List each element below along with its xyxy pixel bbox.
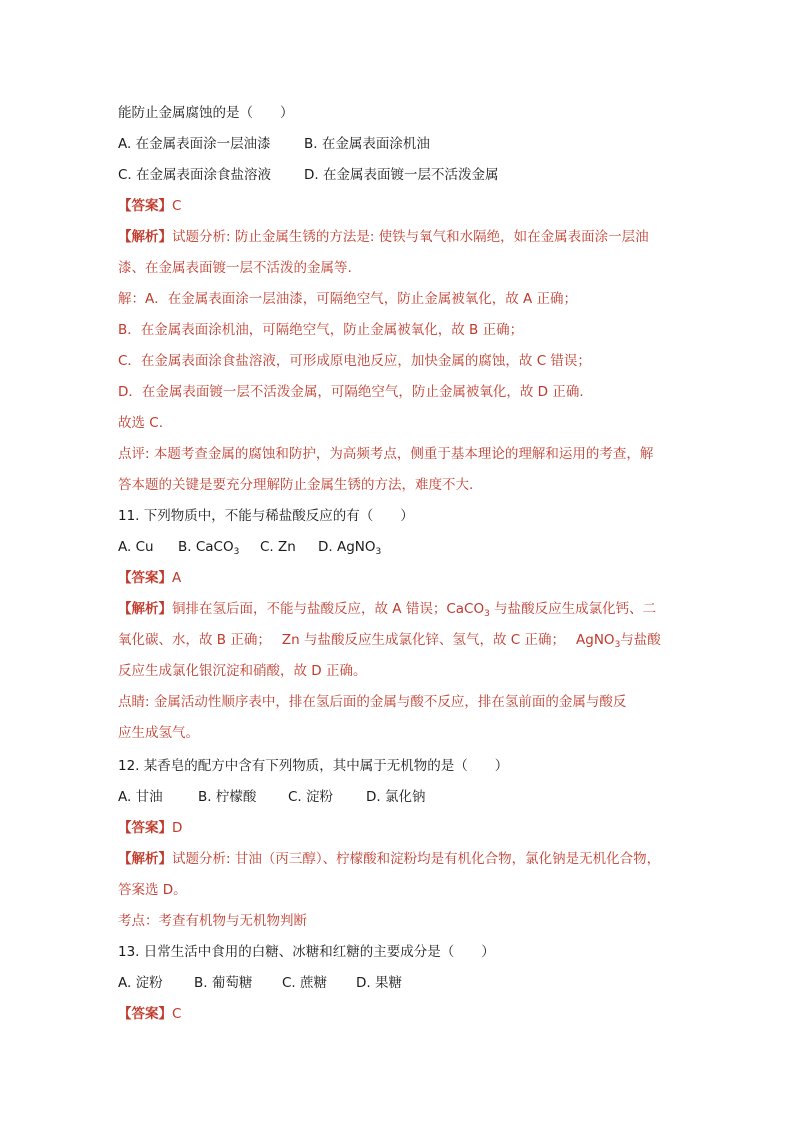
q13-stem: 13. 日常生活中食用的白糖、冰糖和红糖的主要成分是（ ） <box>118 944 495 960</box>
q13-option-c: C. 蔗糖 <box>282 975 328 991</box>
q11-option-d-subscript: 3 <box>375 547 382 557</box>
q12-option-b: B. 柠檬酸 <box>198 789 257 805</box>
q12-option-a: A. 甘油 <box>118 789 163 805</box>
q11-options <box>118 537 381 557</box>
q11-analysis-line1 <box>118 599 656 619</box>
q11-option-d-text: D. AgNO <box>318 539 376 555</box>
q13-option-d: D. 果糖 <box>356 975 402 991</box>
q11-answer <box>118 568 181 588</box>
analysis-text-cont: 与盐酸反应生成氯化钙、二 <box>489 601 657 617</box>
q10-option-a: A. 在金属表面涂一层油漆 <box>118 136 271 152</box>
q12-answer <box>118 818 182 838</box>
analysis-text-cont: 与盐酸 <box>620 632 661 648</box>
analysis-text: 氧化碳、水，故 B 正确； Zn 与盐酸反应生成氯化锌、氢气，故 C 正确； AgNO <box>118 632 615 648</box>
q10-solution-b: B．在金属表面涂机油，可隔绝空气，防止金属被氧化，故 B 正确； <box>118 322 524 338</box>
q10-analysis-line2: 漆、在金属表面镀一层不活泼的金属等. <box>118 260 352 276</box>
q11-option-d <box>318 537 381 557</box>
answer-label: 【答案】 <box>118 198 172 214</box>
answer-value: A <box>172 570 182 586</box>
analysis-subscript: 3 <box>614 640 621 650</box>
q10-options-row1 <box>118 134 430 154</box>
analysis-subscript: 3 <box>484 609 490 619</box>
q12-analysis-line2: 答案选 D。 <box>118 882 187 898</box>
analysis-label: 【解析】 <box>118 851 172 867</box>
q11-note-line1: 点睛: 金属活动性顺序表中，排在氢后面的金属与酸不反应，排在氢前面的金属与酸反 <box>118 694 627 710</box>
q11-stem: 11. 下列物质中，不能与稀盐酸反应的有（ ） <box>118 508 414 524</box>
q10-answer <box>118 196 181 216</box>
q10-solution-c: C．在金属表面涂食盐溶液，可形成原电池反应，加快金属的腐蚀，故 C 错误； <box>118 353 591 369</box>
q11-analysis-line2 <box>118 630 661 650</box>
q13-option-a: A. 淀粉 <box>118 975 163 991</box>
q12-analysis-line1 <box>118 849 660 869</box>
q10-solution-d: D．在金属表面镀一层不活泼金属，可隔绝空气，防止金属被氧化，故 D 正确. <box>118 384 584 400</box>
q12-stem: 12. 某香皂的配方中含有下列物质，其中属于无机物的是（ ） <box>118 758 509 774</box>
q11-analysis-line3: 反应生成氯化银沉淀和硝酸，故 D 正确。 <box>118 663 367 679</box>
q12-point: 考点：考查有机物与无机物判断 <box>118 913 307 929</box>
q10-analysis-line1 <box>118 227 649 247</box>
analysis-text: 试题分析: 甘油（丙三醇）、柠檬酸和淀粉均是有机化合物，氯化钠是无机化合物， <box>172 851 661 867</box>
analysis-text: 试题分析: 防止金属生锈的方法是: 使铁与氧气和水隔绝，如在金属表面涂一层油 <box>172 229 649 245</box>
q11-option-b-subscript: 3 <box>233 547 240 557</box>
q10-comment-line2: 答本题的关键是要充分理解防止金属生锈的方法，难度不大. <box>118 477 474 493</box>
q11-option-a: A. Cu <box>118 539 154 555</box>
q12-option-d: D. 氯化钠 <box>366 789 426 805</box>
q11-note-line2: 应生成氢气。 <box>118 725 199 741</box>
q13-options <box>118 973 402 993</box>
answer-value: C <box>172 198 182 214</box>
q10-option-d: D. 在金属表面镀一层不活泼金属 <box>304 167 499 183</box>
answer-label: 【答案】 <box>118 570 172 586</box>
q12-options <box>118 787 425 807</box>
answer-value: D <box>172 820 183 836</box>
q11-option-c: C. Zn <box>260 539 296 555</box>
q10-option-b: B. 在金属表面涂机油 <box>304 136 430 152</box>
analysis-text: 铜排在氢后面，不能与盐酸反应，故 A 错误；CaCO <box>172 601 485 617</box>
analysis-label: 【解析】 <box>118 229 172 245</box>
q10-choose: 故选 C. <box>118 415 164 431</box>
q10-stem: 能防止金属腐蚀的是（ ） <box>118 105 294 121</box>
q12-option-c: C. 淀粉 <box>288 789 334 805</box>
q11-option-b <box>178 537 260 557</box>
analysis-label: 【解析】 <box>118 601 172 617</box>
q10-solution-a: 解：A．在金属表面涂一层油漆，可隔绝空气，防止金属被氧化，故 A 正确； <box>118 291 578 307</box>
q13-answer <box>118 1004 181 1024</box>
q10-option-c: C. 在金属表面涂食盐溶液 <box>118 167 272 183</box>
answer-value: C <box>172 1006 182 1022</box>
q13-option-b: B. 葡萄糖 <box>194 975 253 991</box>
q10-comment-line1: 点评: 本题考查金属的腐蚀和防护，为高频考点，侧重于基本理论的理解和运用的考查，解 <box>118 446 654 462</box>
q11-option-b-text: B. CaCO <box>178 539 234 555</box>
q10-options-row2 <box>118 165 498 185</box>
answer-label: 【答案】 <box>118 1006 172 1022</box>
answer-label: 【答案】 <box>118 820 172 836</box>
